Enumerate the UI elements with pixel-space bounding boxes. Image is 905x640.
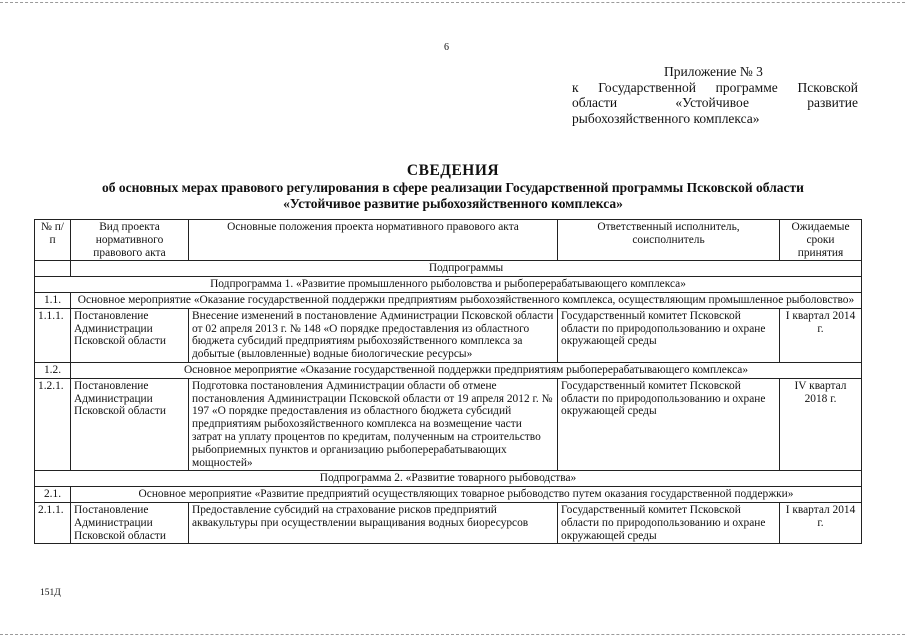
subprogram-1-title: Подпрограмма 1. «Развитие промышленного рыболовства и рыбоперерабатывающего комплекса»: [35, 277, 862, 293]
executor: Государственный комитет Псковской области по природопользованию и охране окружающей среды: [558, 378, 780, 471]
table-row: [35, 362, 862, 378]
table-row: [35, 261, 862, 277]
row-number: 1.1.: [35, 292, 71, 308]
appendix-line-3: области «Устойчивое развитие: [572, 95, 858, 110]
act-content: Внесение изменений в постановление Администрации Псковской области от 02 апреля 2013 г. № 148 «О порядке предоставления из областного бюджета субсидий предприятиям рыбохозяйственного комплекса за добытые (выловленные) водные биологические ресурсы»: [189, 308, 558, 362]
subprogram-2-title: Подпрограмма 2. «Развитие товарного рыбоводства»: [35, 471, 862, 487]
executor: Государственный комитет Псковской области по природопользованию и охране окружающей среды: [558, 308, 780, 362]
title-sub-1: об основных мерах правового регулирования в сфере реализации Государственной программы Псковской области: [102, 180, 804, 195]
footer-code: 151Д: [40, 588, 61, 598]
table-cell-empty: [35, 261, 71, 277]
act-content: Предоставление субсидий на страхование рисков предприятий аквакультуры при осуществлении выращивания водных биоресурсов: [189, 502, 558, 543]
executor: Государственный комитет Псковской области по природопользованию и охране окружающей среды: [558, 502, 780, 543]
header-term: Ожидаемые сроки принятия: [780, 220, 862, 261]
title-sub-2: «Устойчивое развитие рыбохозяйственного комплекса»: [283, 196, 623, 211]
row-number: 2.1.1.: [35, 502, 71, 543]
act-type: Постановление Администрации Псковской области: [71, 378, 189, 471]
main-measure-text: Основное мероприятие «Оказание государственной поддержки предприятиям рыбоперерабатывающего комплекса»: [71, 362, 862, 378]
row-number: 1.1.1.: [35, 308, 71, 362]
act-type: Постановление Администрации Псковской области: [71, 502, 189, 543]
document-title: [22, 162, 884, 212]
term: IV квартал 2018 г.: [780, 378, 862, 471]
table-header-row: [35, 220, 862, 261]
act-content: Подготовка постановления Администрации области об отмене постановления Администрации Псковской области от 19 апреля 2012 г. № 197 «О порядке предоставления из областного бюджета субсидий предприятиям рыбохозяйственного комплекса на возмещение части затрат на уплату процентов по кредитам, полученным на строительство рыбоприемных пунктов и организацию рыбоперерабатывающих мощностей»: [189, 378, 558, 471]
main-measure-text: Основное мероприятие «Оказание государственной поддержки предприятиям рыбохозяйственного комплекса, осуществляющим промышленное рыболовство»: [71, 292, 862, 308]
term: I квартал 2014 г.: [780, 502, 862, 543]
scan-edge-bottom: [0, 634, 905, 635]
appendix-note: [572, 64, 858, 126]
header-number: № п/п: [35, 220, 71, 261]
table-row: [35, 292, 862, 308]
term: I квартал 2014 г.: [780, 308, 862, 362]
header-act-type: Вид проекта нормативного правового акта: [71, 220, 189, 261]
table-row: [35, 378, 862, 471]
scan-edge-top: [0, 2, 905, 3]
header-content: Основные положения проекта нормативного правового акта: [189, 220, 558, 261]
title-main: СВЕДЕНИЯ: [406, 162, 500, 179]
table-row: [35, 471, 862, 487]
table-row: [35, 487, 862, 503]
page-number: 6: [444, 42, 449, 53]
table-row: [35, 277, 862, 293]
table-row: [35, 502, 862, 543]
act-type: Постановление Администрации Псковской области: [71, 308, 189, 362]
row-number: 1.2.1.: [35, 378, 71, 471]
measures-table: [34, 219, 862, 544]
subprograms-label: Подпрограммы: [71, 261, 862, 277]
header-executor: Ответственный исполнитель, соисполнитель: [558, 220, 780, 261]
appendix-line-4: рыбохозяйственного комплекса»: [572, 110, 760, 126]
table-row: [35, 308, 862, 362]
appendix-line-1: Приложение № 3: [664, 64, 763, 79]
row-number: 2.1.: [35, 487, 71, 503]
appendix-line-2: к Государственной программе Псковской: [572, 79, 858, 95]
row-number: 1.2.: [35, 362, 71, 378]
main-measure-text: Основное мероприятие «Развитие предприятий осуществляющих товарное рыбоводство путем оказания государственной поддержки»: [71, 487, 862, 503]
